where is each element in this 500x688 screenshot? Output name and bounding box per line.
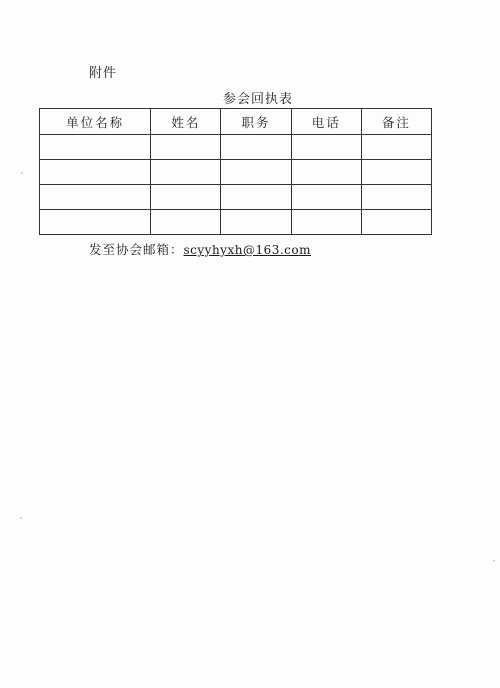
header-position: 职务 <box>221 109 291 135</box>
table-cell <box>291 160 361 185</box>
table-cell <box>221 210 291 235</box>
table-cell <box>291 135 361 160</box>
table-cell <box>151 160 221 185</box>
reply-form-table <box>39 108 432 235</box>
header-unit-name: 单位名称 <box>40 109 151 135</box>
table-cell <box>151 185 221 210</box>
scan-speck <box>21 172 23 174</box>
table-header-row <box>40 109 432 135</box>
header-name: 姓名 <box>151 109 221 135</box>
table-row <box>40 210 432 235</box>
table-cell <box>151 210 221 235</box>
table-cell <box>221 160 291 185</box>
table-cell <box>291 185 361 210</box>
attachment-label: 附件 <box>89 66 118 81</box>
table-row <box>40 185 432 210</box>
header-phone: 电话 <box>291 109 361 135</box>
scan-speck <box>493 560 495 562</box>
form-title: 参会回执表 <box>222 92 293 107</box>
email-instruction <box>89 240 311 258</box>
table-cell <box>151 135 221 160</box>
table-cell <box>40 210 151 235</box>
table-cell <box>291 210 361 235</box>
table-cell <box>40 135 151 160</box>
table-row <box>40 135 432 160</box>
table-cell <box>361 185 431 210</box>
header-remarks: 备注 <box>361 109 431 135</box>
table-cell <box>40 160 151 185</box>
table-cell <box>221 185 291 210</box>
table-cell <box>40 185 151 210</box>
table-cell <box>361 160 431 185</box>
table-cell <box>361 135 431 160</box>
email-prefix: 发至协会邮箱： <box>89 242 184 257</box>
email-address-link[interactable]: scyyhyxh@163.com <box>183 243 311 257</box>
table-cell <box>221 135 291 160</box>
table-cell <box>361 210 431 235</box>
table-row <box>40 160 432 185</box>
scan-speck <box>20 517 22 519</box>
